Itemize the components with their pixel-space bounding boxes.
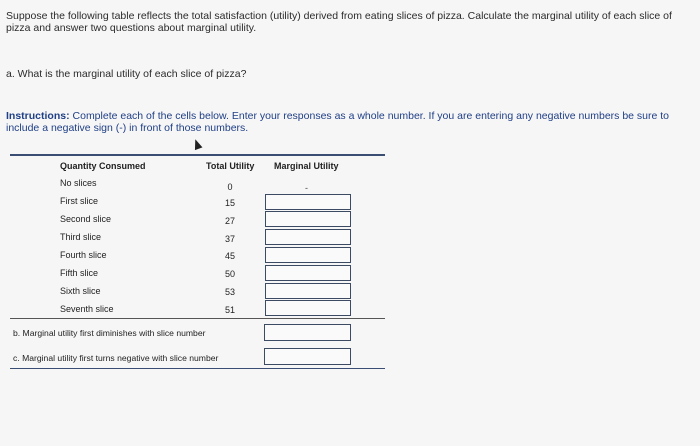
mouse-cursor-icon: [192, 138, 203, 150]
table-mid-rule: [10, 318, 385, 319]
table-top-rule: [10, 154, 385, 156]
marginal-utility-input-fifth-slice[interactable]: [265, 265, 351, 281]
header-total-utility: Total Utility: [206, 161, 255, 171]
marginal-utility-input-seventh-slice[interactable]: [265, 300, 351, 316]
total-utility-fourth-slice: 45: [224, 251, 235, 261]
question-b-input[interactable]: [264, 324, 351, 341]
total-utility-fifth-slice: 50: [224, 269, 235, 279]
header-quantity-consumed: Quantity Consumed: [60, 161, 146, 171]
total-utility-first-slice: 15: [224, 198, 235, 208]
row-label-second-slice: Second slice: [60, 214, 112, 224]
problem-intro: Suppose the following table reflects the total satisfaction (utility) derived from eating slices of pizza. Calculate the marginal utility of each slice of pizza and answer two questions about marginal utility.: [6, 10, 672, 34]
marginal-utility-input-third-slice[interactable]: [265, 229, 351, 245]
marginal-utility-input-sixth-slice[interactable]: [265, 283, 351, 299]
row-label-fourth-slice: Fourth slice: [60, 250, 107, 260]
total-utility-sixth-slice: 53: [224, 287, 235, 297]
row-label-sixth-slice: Sixth slice: [60, 286, 101, 296]
marginal-utility-no-slices: -: [305, 183, 308, 193]
question-c-label: c. Marginal utility first turns negative with slice number: [13, 353, 219, 363]
table-bottom-rule: [10, 368, 385, 369]
question-c-input[interactable]: [264, 348, 351, 365]
marginal-utility-input-second-slice[interactable]: [265, 211, 351, 227]
total-utility-third-slice: 37: [224, 234, 235, 244]
instructions-label: Instructions:: [6, 110, 70, 122]
instructions: [6, 110, 696, 134]
row-label-first-slice: First slice: [60, 196, 98, 206]
row-label-fifth-slice: Fifth slice: [60, 268, 99, 278]
total-utility-seventh-slice: 51: [224, 305, 235, 315]
header-marginal-utility: Marginal Utility: [274, 161, 339, 171]
marginal-utility-input-fourth-slice[interactable]: [265, 247, 351, 263]
marginal-utility-input-first-slice[interactable]: [265, 194, 351, 210]
row-label-third-slice: Third slice: [60, 232, 102, 242]
total-utility-no-slices: 0: [227, 182, 233, 192]
total-utility-second-slice: 27: [224, 216, 235, 226]
question-b-label: b. Marginal utility first diminishes with slice number: [13, 328, 206, 338]
instructions-text: Complete each of the cells below. Enter your responses as a whole number. If you are entering any negative numbers be sure to include a negative sign (-) in front of those numbers.: [6, 110, 670, 134]
row-label-seventh-slice: Seventh slice: [60, 304, 114, 314]
question-a: a. What is the marginal utility of each slice of pizza?: [6, 68, 247, 80]
row-label-no-slices: No slices: [60, 178, 97, 188]
